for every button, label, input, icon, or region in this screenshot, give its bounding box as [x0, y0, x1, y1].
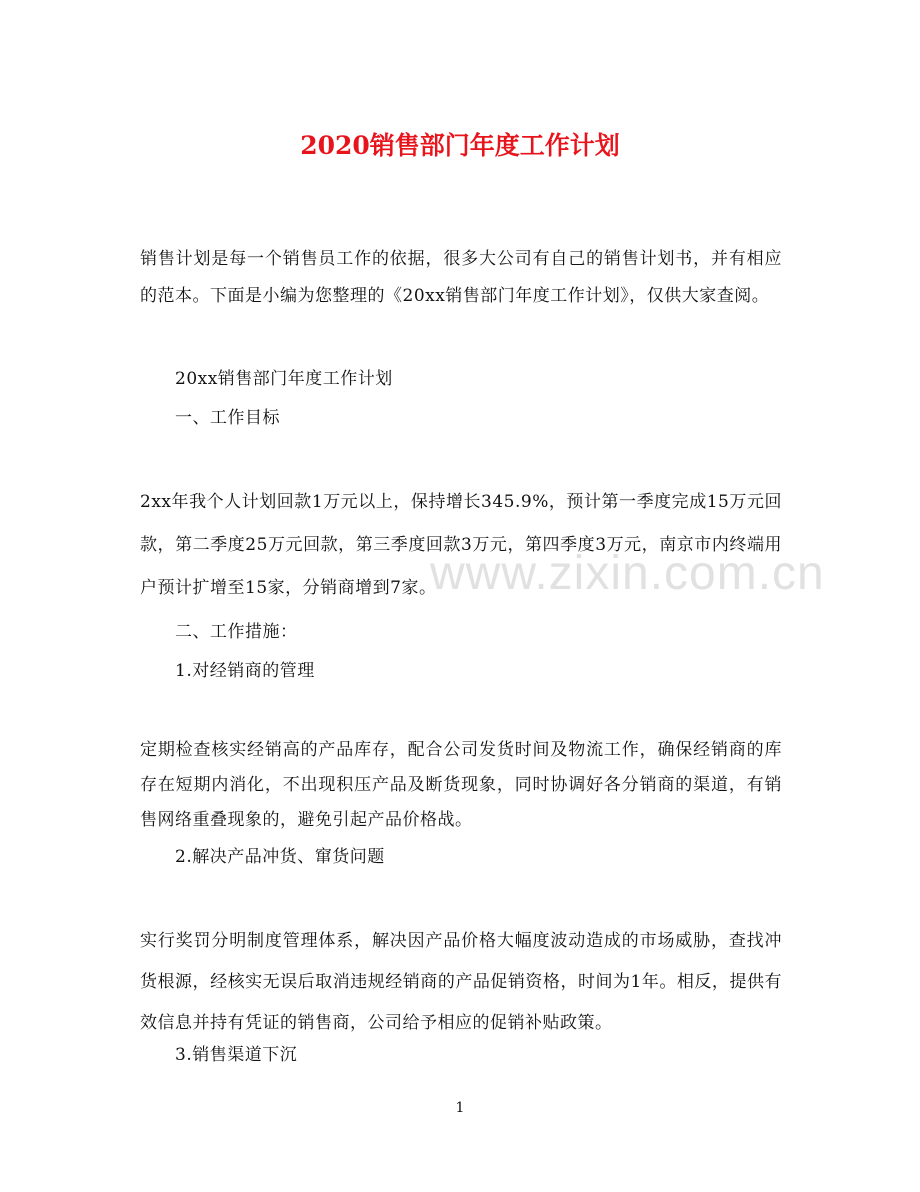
item-cross-selling-paragraph: 实行奖罚分明制度管理体系，解决因产品价格大幅度波动造成的市场威胁，查找冲货根源，经核实无误后取消违规经销商的产品促销资格，时间为1年。相反，提供有效信息并持有凭证的销售商，公司给予相应的促销补贴政策。: [140, 931, 782, 1033]
item-dealer-management-heading: 1.对经销商的管理: [175, 661, 315, 681]
watermark: www.zixin.com.cn: [430, 547, 825, 600]
section-measures-heading: 二、工作措施：: [175, 622, 298, 642]
document-title: 2020销售部门年度工作计划: [300, 131, 620, 160]
section-goals-paragraph: 2xx年我个人计划回款1万元以上，保持增长345.9%，预计第一季度完成15万元回款，第二季度25万元回款，第三季度回款3万元，第四季度3万元，南京市内终端用户预计扩增至15家，分销商增到7家。: [140, 492, 782, 598]
item-cross-selling-heading: 2.解决产品冲货、窜货问题: [175, 847, 385, 867]
plan-heading: 20xx销售部门年度工作计划: [175, 369, 393, 389]
item-dealer-management-paragraph: 定期检查核实经销高的产品库存，配合公司发货时间及物流工作，确保经销商的库存在短期内消化，不出现积压产品及断货现象，同时协调好各分销商的渠道，有销售网络重叠现象的，避免引起产品价格战。: [140, 740, 782, 830]
page-number: 1: [455, 1100, 465, 1116]
intro-paragraph: 销售计划是每一个销售员工作的依据，很多大公司有自己的销售计划书，并有相应的范本。下面是小编为您整理的《20xx销售部门年度工作计划》，仅供大家查阅。: [140, 249, 782, 306]
item-channel-sinking-heading: 3.销售渠道下沉: [175, 1045, 298, 1065]
section-goals-heading: 一、工作目标: [175, 408, 280, 428]
